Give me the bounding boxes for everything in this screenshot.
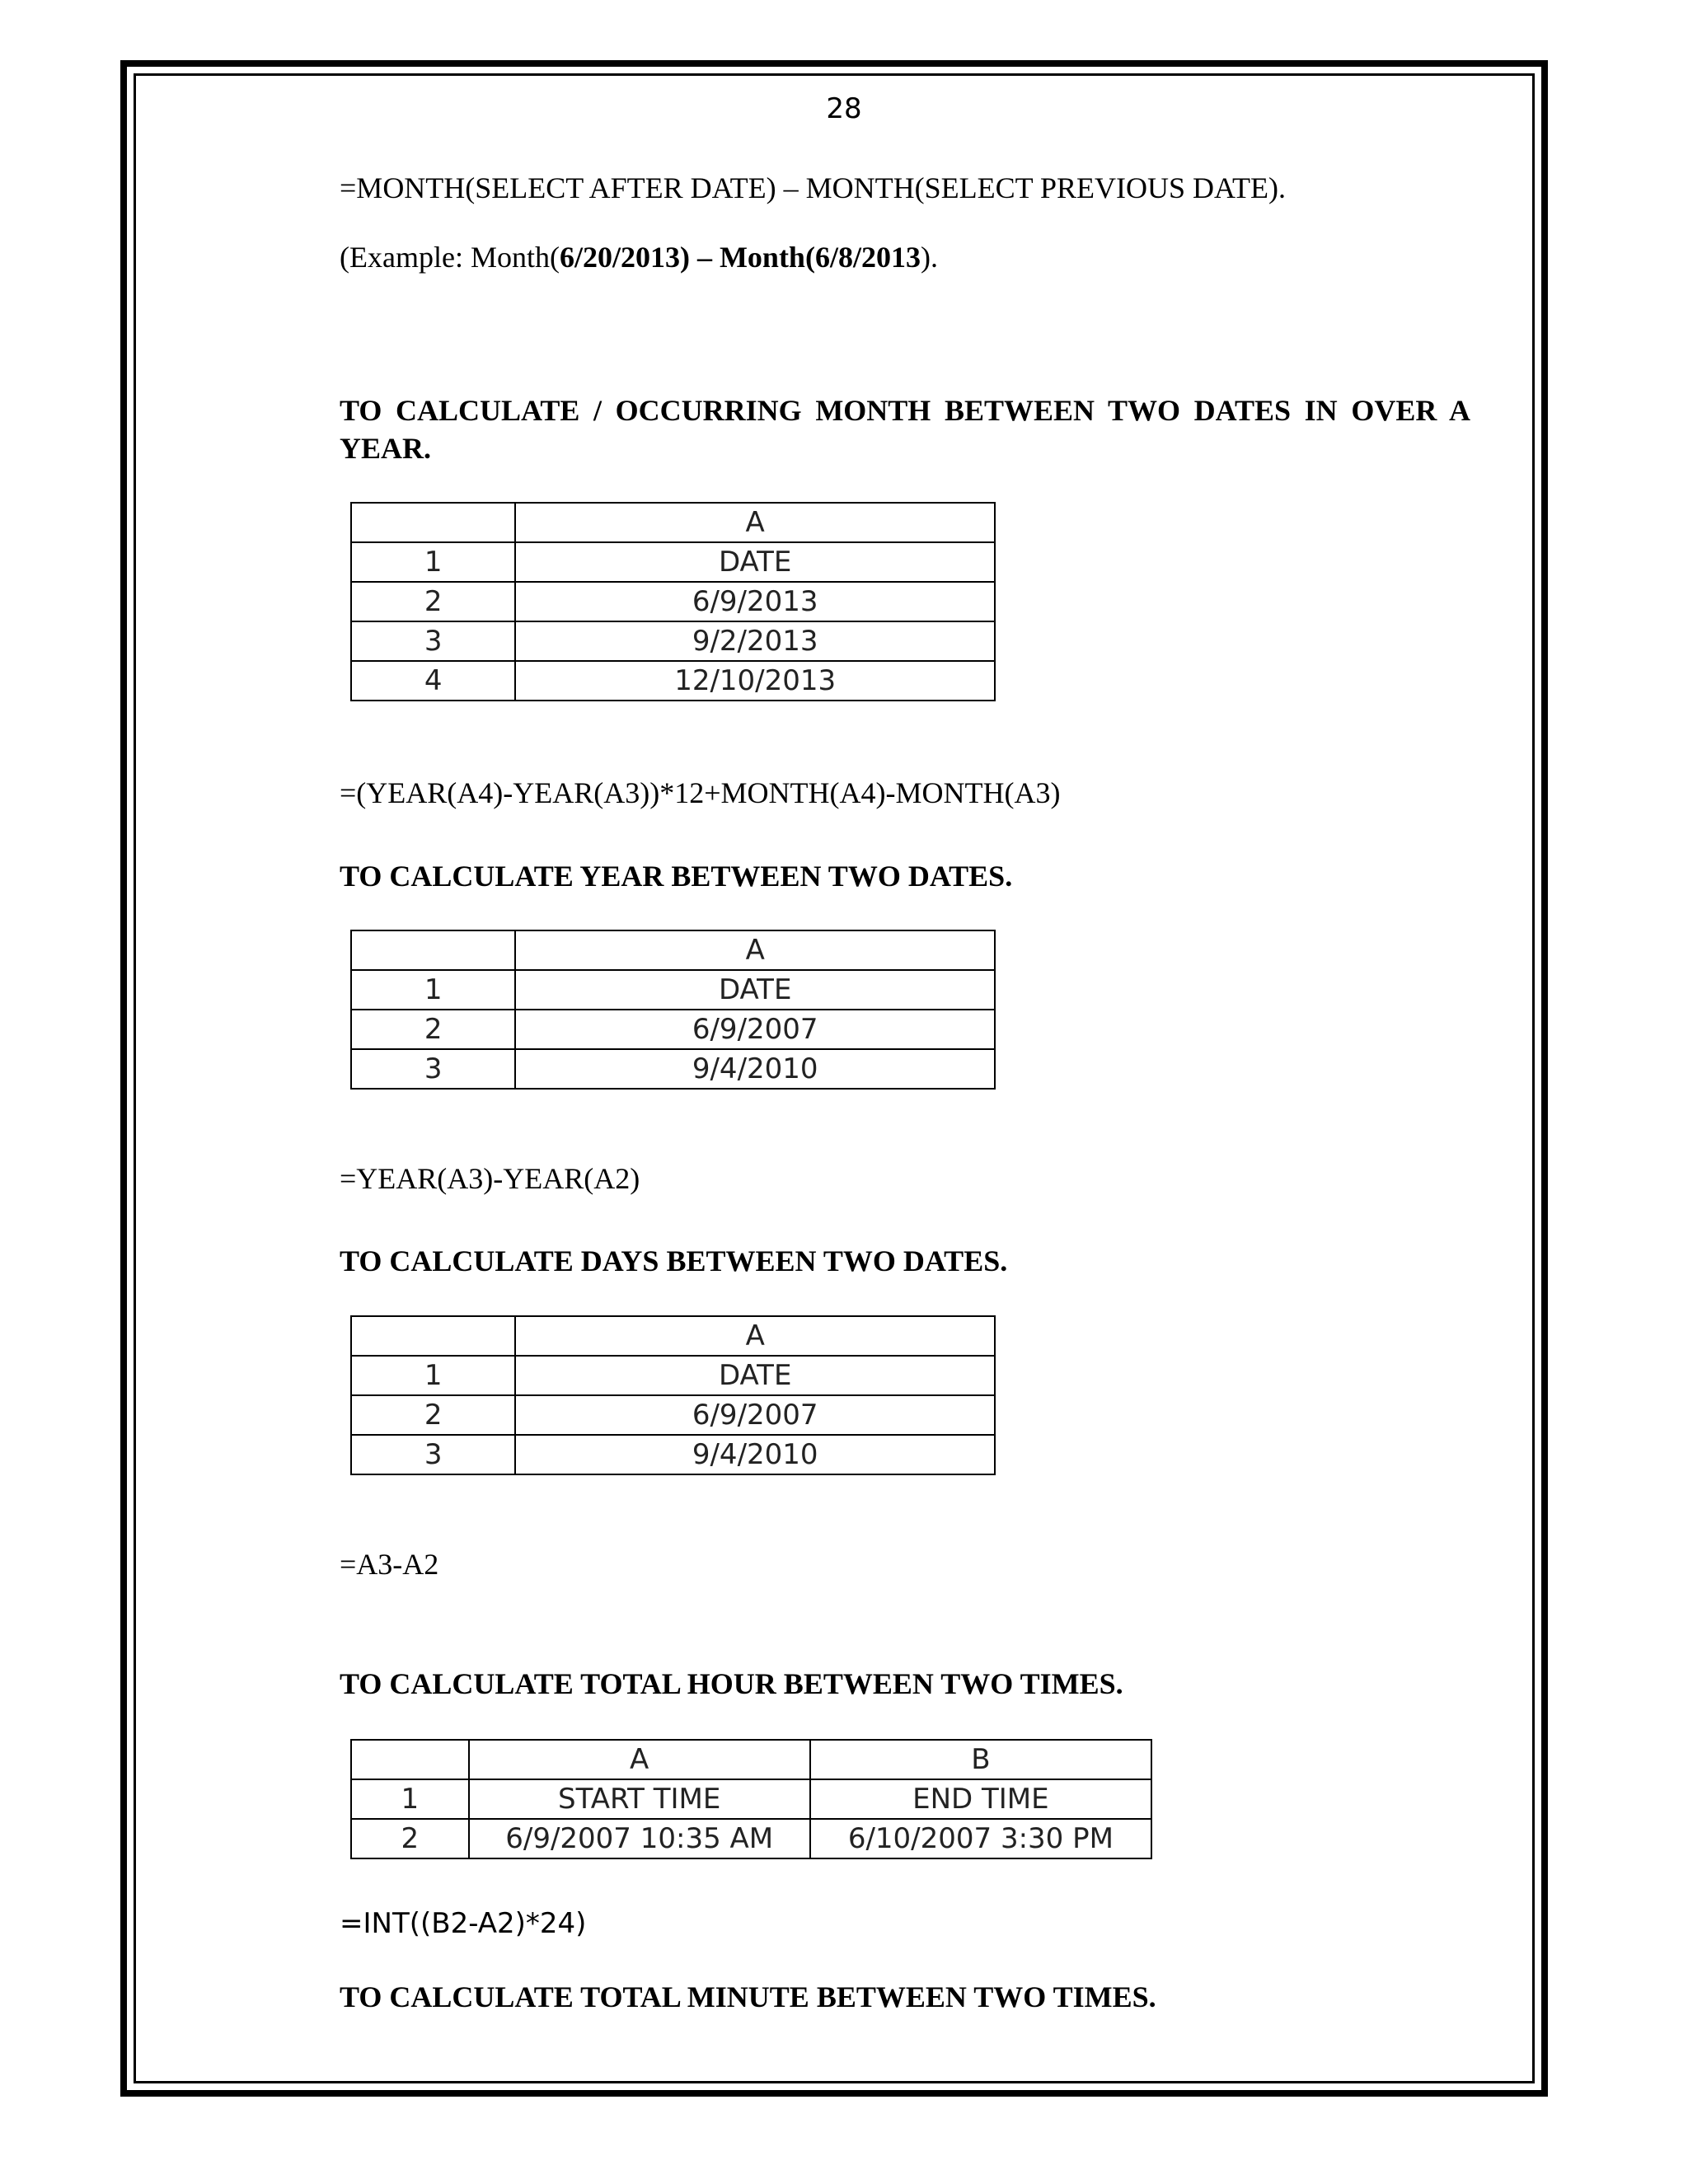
corner-cell	[351, 1740, 469, 1779]
formula-days: =A3-A2	[340, 1548, 439, 1581]
table-row	[351, 1049, 995, 1089]
corner-cell	[351, 930, 515, 970]
month-formula-text: =MONTH(SELECT AFTER DATE) – MONTH(SELECT PREVIOUS DATE).	[340, 171, 1286, 204]
example-prefix: (Example: Month(	[340, 241, 560, 274]
table-row	[351, 1356, 995, 1395]
row-number-cell: 1	[351, 1356, 515, 1395]
row-number-cell: 1	[351, 542, 515, 582]
column-header: A	[469, 1740, 810, 1779]
table-cell: START TIME	[469, 1779, 810, 1819]
heading-days-between-dates: TO CALCULATE DAYS BETWEEN TWO DATES.	[340, 1244, 1008, 1277]
table-header-row	[351, 1316, 995, 1356]
table-row	[351, 582, 995, 621]
table-cell: 6/9/2007	[515, 1010, 995, 1049]
heading-months-over-year: TO CALCULATE / OCCURRING MONTH BETWEEN TWO DATES IN OVER A YEAR.	[340, 394, 1470, 465]
table-cell: 9/4/2010	[515, 1435, 995, 1474]
column-header: B	[810, 1740, 1151, 1779]
column-header: A	[515, 1316, 995, 1356]
table-cell: 6/9/2007	[515, 1395, 995, 1435]
table-cell: DATE	[515, 542, 995, 582]
row-number-cell: 2	[351, 1010, 515, 1049]
row-number-cell: 3	[351, 1049, 515, 1089]
table-row	[351, 1395, 995, 1435]
table-cell: DATE	[515, 970, 995, 1010]
sheet-table-hours	[350, 1739, 1152, 1859]
row-number-cell: 4	[351, 661, 515, 701]
row-number-cell: 3	[351, 621, 515, 661]
row-number-cell: 2	[351, 582, 515, 621]
page-number: 28	[826, 92, 862, 125]
table-header-row	[351, 503, 995, 542]
table-cell: END TIME	[810, 1779, 1151, 1819]
table-header-row	[351, 930, 995, 970]
column-header: A	[515, 930, 995, 970]
table-cell: DATE	[515, 1356, 995, 1395]
table-cell: 9/4/2010	[515, 1049, 995, 1089]
heading-year-between-dates: TO CALCULATE YEAR BETWEEN TWO DATES.	[340, 860, 1013, 893]
table-cell: 9/2/2013	[515, 621, 995, 661]
table-row	[351, 1779, 1151, 1819]
example-suffix: ).	[920, 241, 938, 274]
column-header: A	[515, 503, 995, 542]
row-number-cell: 1	[351, 1779, 469, 1819]
formula-months: =(YEAR(A4)-YEAR(A3))*12+MONTH(A4)-MONTH(A3)	[340, 776, 1061, 809]
corner-cell	[351, 503, 515, 542]
example-bold: 6/20/2013) – Month(6/8/2013	[559, 241, 921, 274]
table-row	[351, 1819, 1151, 1858]
month-example-text	[340, 239, 938, 275]
table-cell: 6/9/2007 10:35 AM	[469, 1819, 810, 1858]
row-number-cell: 1	[351, 970, 515, 1010]
table-cell: 12/10/2013	[515, 661, 995, 701]
table-cell: 6/10/2007 3:30 PM	[810, 1819, 1151, 1858]
sheet-table-months	[350, 502, 996, 701]
row-number-cell: 3	[351, 1435, 515, 1474]
heading-total-minute: TO CALCULATE TOTAL MINUTE BETWEEN TWO TIMES.	[340, 1980, 1156, 2013]
corner-cell	[351, 1316, 515, 1356]
table-cell: 6/9/2013	[515, 582, 995, 621]
table-row	[351, 621, 995, 661]
table-row	[351, 1435, 995, 1474]
formula-years: =YEAR(A3)-YEAR(A2)	[340, 1162, 640, 1195]
sheet-table-days	[350, 1315, 996, 1475]
heading-total-hour: TO CALCULATE TOTAL HOUR BETWEEN TWO TIMES.	[340, 1667, 1123, 1700]
row-number-cell: 2	[351, 1819, 469, 1858]
table-row	[351, 970, 995, 1010]
formula-hours: =INT((B2-A2)*24)	[340, 1907, 587, 1940]
table-row	[351, 661, 995, 701]
table-row	[351, 542, 995, 582]
table-header-row	[351, 1740, 1151, 1779]
row-number-cell: 2	[351, 1395, 515, 1435]
table-row	[351, 1010, 995, 1049]
sheet-table-years	[350, 930, 996, 1090]
